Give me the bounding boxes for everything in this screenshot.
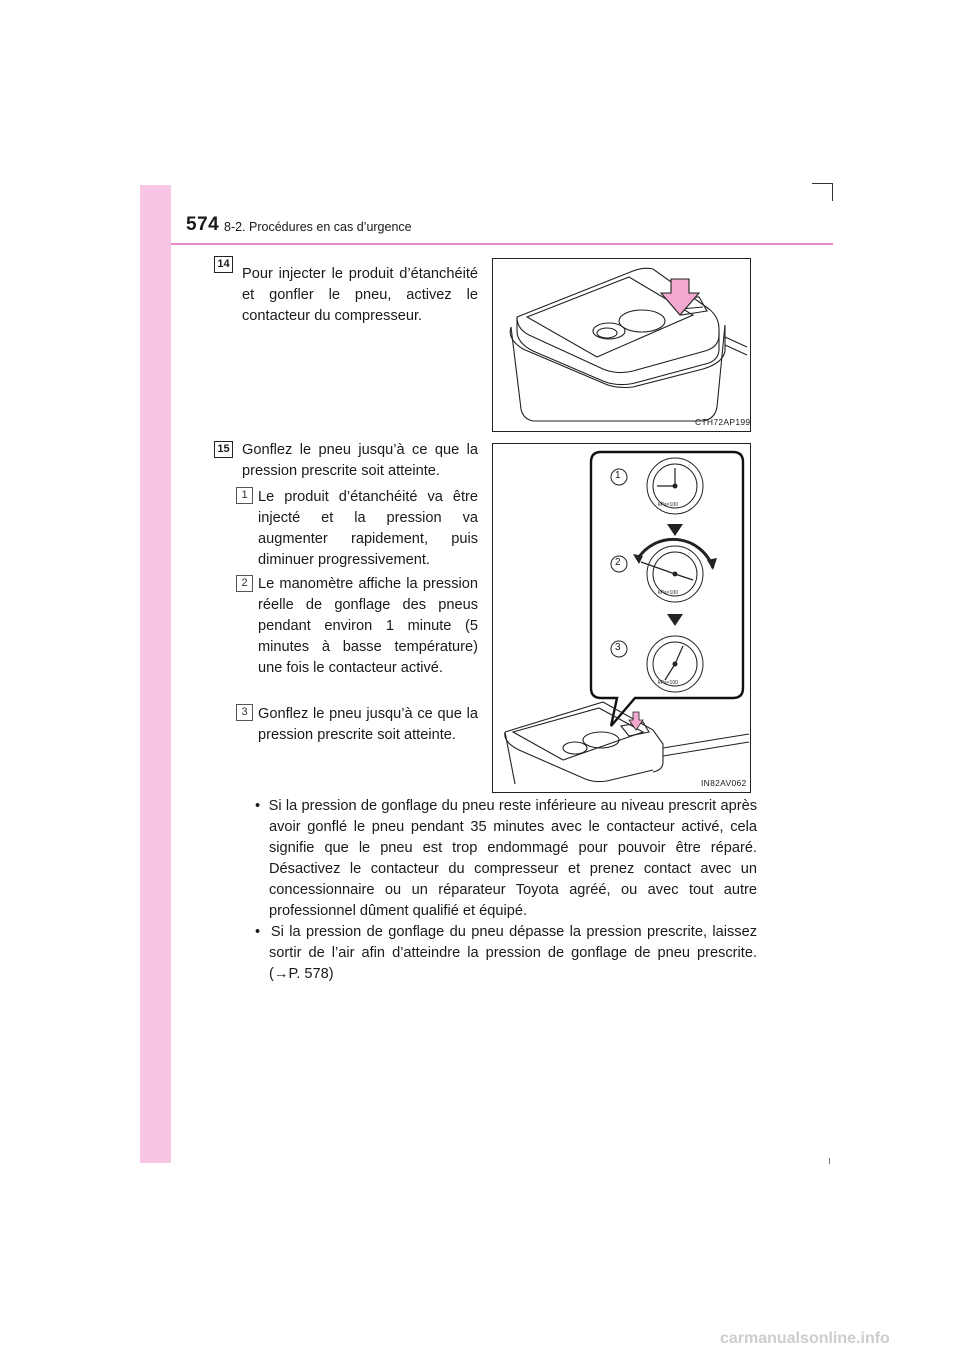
item-3-badge: 3 <box>236 704 253 721</box>
section-title: 8-2. Procédures en cas d’urgence <box>224 220 412 234</box>
pressure-gauge-figure <box>492 443 751 793</box>
figure-code: CTH72AP199 <box>695 417 751 427</box>
compressor-illustration <box>493 259 750 431</box>
note-bullet-2: • Si la pression de gonflage du pneu dépasse la pression prescrite, laissez sortir de l’air afin d’atteindre la pression de gonflage de pneu prescrite. (→P. 578) <box>255 924 758 982</box>
note-bullet-2-text: Si la pression de gonflage du pneu dépasse la pression prescrite, laissez sortir de l’air afin d’atteindre la pression de gonflage de pneu prescrite. (→P. 578) <box>269 924 758 982</box>
press-arrow-icon <box>661 279 699 315</box>
gauge-unit-3: kPa×100 <box>658 680 678 686</box>
site-footer: carmanualsonline.info <box>720 1330 890 1347</box>
crop-tick <box>829 1158 830 1164</box>
callout-2: 2 <box>615 557 621 568</box>
figure-code: IN82AV062 <box>701 778 747 788</box>
page-number: 574 <box>186 214 220 235</box>
header-rule <box>171 243 833 245</box>
item-2-badge: 2 <box>236 575 253 592</box>
item-1-badge: 1 <box>236 487 253 504</box>
item-3-text: Gonflez le pneu jusqu’à ce que la pression prescrite soit atteinte. <box>258 706 478 743</box>
note-bullet-1: • Si la pression de gonflage du pneu reste inférieure au niveau prescrit après avoir gonflé le pneu pendant 35 minutes avec le contacteur activé, cela signifie que le pneu est trop endommagé pour pouvoir être réparé. Désactivez le contacteur du compresseur et prenez contact avec un concessionnaire ou un réparateur Toyota agréé, ou avec tout autre professionnel dûment qualifié et équipé. <box>255 798 757 919</box>
chapter-side-strip <box>140 185 171 1163</box>
gauge-unit-2: kPa×100 <box>658 590 678 596</box>
note-bullet-1-text: Si la pression de gonflage du pneu reste inférieure au niveau prescrit après avoir gonflé le pneu pendant 35 minutes avec le contacteur activé, cela signifie que le pneu est trop endommagé pour pouvoir être réparé. Désactivez le contacteur du compresseur et prenez contact avec un concessionnaire ou un réparateur Toyota agréé, ou avec tout autre professionnel dûment qualifié et équipé. <box>268 798 757 919</box>
item-2-text: Le manomètre affiche la pression réelle de gonflage des pneus pendant environ 1 minute (5 minutes à basse température) une fois le contacteur activé. <box>258 576 478 676</box>
step-15-badge: 15 <box>214 441 233 458</box>
callout-3: 3 <box>615 642 621 653</box>
item-1-text: Le produit d’étanchéité va être injecté et la pression va augmenter rapidement, puis diminuer progressivement. <box>258 489 478 568</box>
gauge-unit-1: kPa×100 <box>658 502 678 508</box>
gauge-sequence-illustration <box>493 444 750 792</box>
crop-mark <box>812 183 833 201</box>
step-15-text: Gonflez le pneu jusqu’à ce que la pression prescrite soit atteinte. <box>242 442 478 479</box>
step-14-badge: 14 <box>214 256 233 273</box>
compressor-switch-figure <box>492 258 751 432</box>
callout-1: 1 <box>615 470 621 481</box>
press-arrow-icon <box>629 712 643 730</box>
step-14-text: Pour injecter le produit d’étanchéité et gonfler le pneu, activez le contacteur du compresseur. <box>242 266 478 324</box>
